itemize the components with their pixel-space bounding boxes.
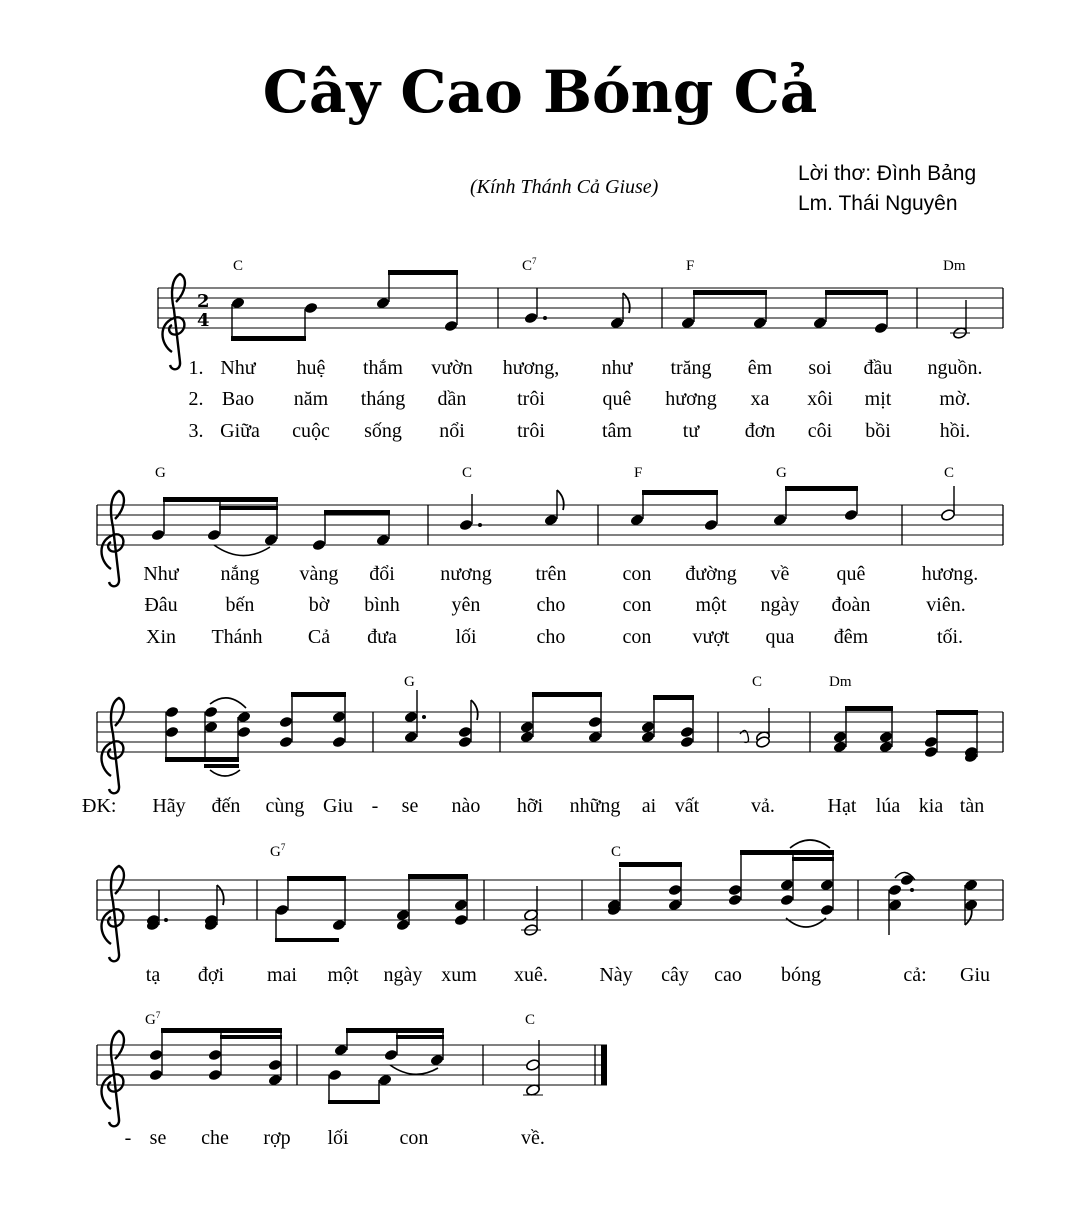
svg-text:hương.: hương.	[921, 563, 979, 585]
svg-text:cao: cao	[714, 964, 742, 986]
svg-text:côi: côi	[807, 420, 833, 442]
svg-text:hỡi: hỡi	[516, 795, 544, 817]
svg-text:yên: yên	[451, 594, 481, 616]
svg-text:con: con	[399, 1127, 429, 1149]
svg-text:vượt: vượt	[692, 626, 730, 648]
svg-text:con: con	[622, 563, 652, 585]
svg-text:hương,: hương,	[502, 357, 560, 379]
notes-system-3	[165, 690, 979, 776]
svg-text:huệ: huệ	[296, 357, 326, 379]
lyrics-refrain-line-1	[82, 795, 984, 817]
svg-text:năm: năm	[293, 388, 329, 410]
svg-text:Thánh: Thánh	[211, 626, 263, 648]
svg-text:vả.: vả.	[751, 795, 775, 817]
svg-text:ai: ai	[641, 795, 657, 817]
chord: $C^7$	[522, 256, 537, 274]
lyrics-verse-2	[144, 594, 965, 616]
svg-text:bồi: bồi	[865, 420, 891, 442]
svg-text:đêm: đêm	[833, 626, 869, 648]
svg-text:Này: Này	[599, 964, 633, 986]
svg-text:bến: bến	[225, 594, 255, 616]
svg-text:2.: 2.	[188, 388, 204, 410]
system-2	[97, 465, 1003, 648]
chord: C	[752, 674, 763, 690]
svg-text:đoàn: đoàn	[831, 594, 871, 616]
svg-text:hồi.: hồi.	[939, 420, 971, 442]
svg-text:Giu: Giu	[323, 795, 353, 817]
svg-text:một: một	[327, 964, 359, 986]
svg-text:rợp: rợp	[263, 1127, 291, 1149]
svg-text:đổi: đổi	[369, 563, 395, 585]
svg-text:đợi: đợi	[197, 964, 225, 986]
svg-text:se: se	[401, 795, 419, 817]
svg-text:cả:: cả:	[903, 964, 927, 986]
svg-text:Như: Như	[143, 563, 179, 585]
svg-text:mờ.: mờ.	[939, 388, 971, 410]
svg-text:cây: cây	[661, 964, 689, 986]
svg-text:vất: vất	[674, 795, 700, 817]
svg-text:trên: trên	[535, 563, 567, 585]
svg-text:cuộc: cuộc	[292, 420, 330, 442]
song-subtitle: (Kính Thánh Cả Giuse)	[470, 176, 659, 198]
svg-text:cùng: cùng	[265, 795, 305, 817]
svg-text:mai: mai	[267, 964, 297, 986]
svg-text:Cả: Cả	[307, 626, 331, 648]
svg-text:Hạt: Hạt	[827, 795, 857, 817]
svg-text:xa: xa	[750, 388, 770, 410]
lyrics-refrain-line-2	[146, 964, 990, 986]
svg-text:con: con	[622, 626, 652, 648]
chord: C	[233, 258, 244, 274]
time-signature-top: 2	[197, 291, 210, 312]
system-3	[82, 674, 1003, 817]
lyrics-verse-2	[189, 388, 971, 410]
chord: G	[404, 674, 415, 690]
svg-text:về.: về.	[521, 1127, 545, 1149]
svg-text:nổi: nổi	[439, 420, 465, 442]
svg-text:-: -	[124, 1127, 132, 1149]
svg-text:Giu: Giu	[960, 964, 990, 986]
svg-text:lối: lối	[327, 1127, 349, 1149]
svg-text:một: một	[695, 594, 727, 616]
svg-text:qua: qua	[765, 626, 795, 648]
svg-text:đưa: đưa	[367, 626, 397, 648]
svg-text:Bao: Bao	[221, 388, 255, 410]
svg-text:bóng: bóng	[781, 964, 821, 986]
svg-text:thắm: thắm	[363, 357, 403, 379]
svg-text:Như: Như	[220, 357, 256, 379]
svg-text:lúa: lúa	[875, 795, 901, 817]
svg-text:Đâu: Đâu	[144, 594, 178, 616]
svg-text:tư: tư	[682, 420, 700, 442]
svg-text:soi: soi	[808, 357, 832, 379]
song-title: Cây Cao Bóng Cả	[262, 58, 818, 126]
svg-text:viên.: viên.	[926, 594, 966, 616]
svg-text:xum: xum	[441, 964, 477, 986]
svg-text:Giữa: Giữa	[220, 420, 260, 442]
svg-text:nương: nương	[440, 563, 492, 585]
svg-text:nắng: nắng	[220, 563, 260, 585]
lyricist-credit: Lời thơ: Đình Bảng	[798, 162, 977, 185]
svg-text:đầu: đầu	[863, 357, 893, 379]
lyrics-refrain-line-3	[125, 1127, 545, 1149]
svg-text:tạ: tạ	[145, 964, 161, 986]
svg-text:xôi: xôi	[807, 388, 833, 410]
svg-text:-: -	[371, 795, 379, 817]
chord: C	[611, 844, 622, 860]
svg-text:nguồn.: nguồn.	[927, 357, 983, 379]
lyrics-verse-1	[189, 357, 983, 379]
lyrics-verse-3	[146, 626, 963, 648]
svg-text:êm: êm	[747, 357, 773, 379]
svg-text:che: che	[201, 1127, 229, 1149]
svg-text:trôi: trôi	[517, 420, 545, 442]
svg-text:ngày: ngày	[383, 964, 423, 986]
svg-text:se: se	[149, 1127, 167, 1149]
svg-text:dần: dần	[437, 388, 467, 410]
svg-text:tối.: tối.	[936, 626, 964, 648]
svg-text:lối: lối	[455, 626, 477, 648]
chord: Dm	[943, 258, 966, 274]
svg-text:quê: quê	[836, 563, 866, 585]
chord: G	[155, 465, 166, 481]
svg-text:đường: đường	[685, 563, 737, 585]
svg-text:vàng: vàng	[299, 563, 339, 585]
svg-text:Hãy: Hãy	[152, 795, 186, 817]
chord: F	[686, 258, 695, 274]
svg-text:xuê.: xuê.	[514, 964, 548, 986]
svg-text:3.: 3.	[188, 420, 204, 442]
chord: C	[462, 465, 473, 481]
svg-text:như: như	[601, 357, 633, 379]
system-1	[158, 256, 1003, 442]
refrain-label: ĐK:	[82, 795, 117, 817]
chord: Dm	[829, 674, 852, 690]
svg-text:bình: bình	[364, 594, 400, 616]
notes-system-5	[149, 1028, 543, 1104]
chord: $G^7$	[270, 842, 286, 860]
svg-text:vườn: vườn	[431, 357, 473, 379]
chord: G	[776, 465, 787, 481]
svg-text:sống: sống	[364, 420, 402, 442]
svg-text:về: về	[770, 563, 790, 585]
svg-text:nào: nào	[451, 795, 481, 817]
svg-text:Xin: Xin	[146, 626, 176, 648]
svg-text:tâm: tâm	[602, 420, 632, 442]
svg-text:cho: cho	[536, 594, 566, 616]
chord: C	[525, 1012, 536, 1028]
lyrics-verse-3	[189, 420, 971, 442]
svg-text:những: những	[569, 795, 621, 817]
svg-text:đến: đến	[211, 795, 241, 817]
lyrics-verse-1	[143, 563, 978, 585]
svg-text:ngày: ngày	[760, 594, 800, 616]
svg-text:quê: quê	[602, 388, 632, 410]
svg-text:tàn: tàn	[959, 795, 985, 817]
composer-credit: Lm. Thái Nguyên	[798, 192, 958, 215]
notes-system-1	[231, 270, 970, 341]
svg-text:đơn: đơn	[744, 420, 776, 442]
time-signature-bottom: 4	[197, 310, 210, 331]
svg-text:bờ: bờ	[308, 594, 330, 616]
svg-text:cho: cho	[536, 626, 566, 648]
chord: C	[944, 465, 955, 481]
chord: F	[634, 465, 643, 481]
svg-text:hương: hương	[665, 388, 717, 410]
svg-text:kia: kia	[918, 795, 944, 817]
svg-text:trăng: trăng	[670, 357, 712, 379]
svg-text:trôi: trôi	[517, 388, 545, 410]
system-5	[97, 1010, 607, 1149]
svg-text:mịt: mịt	[864, 388, 892, 410]
svg-text:tháng: tháng	[360, 388, 406, 410]
system-4	[97, 840, 1003, 986]
svg-text:1.: 1.	[188, 357, 204, 379]
svg-text:con: con	[622, 594, 652, 616]
chord: $G^7$	[145, 1010, 161, 1028]
